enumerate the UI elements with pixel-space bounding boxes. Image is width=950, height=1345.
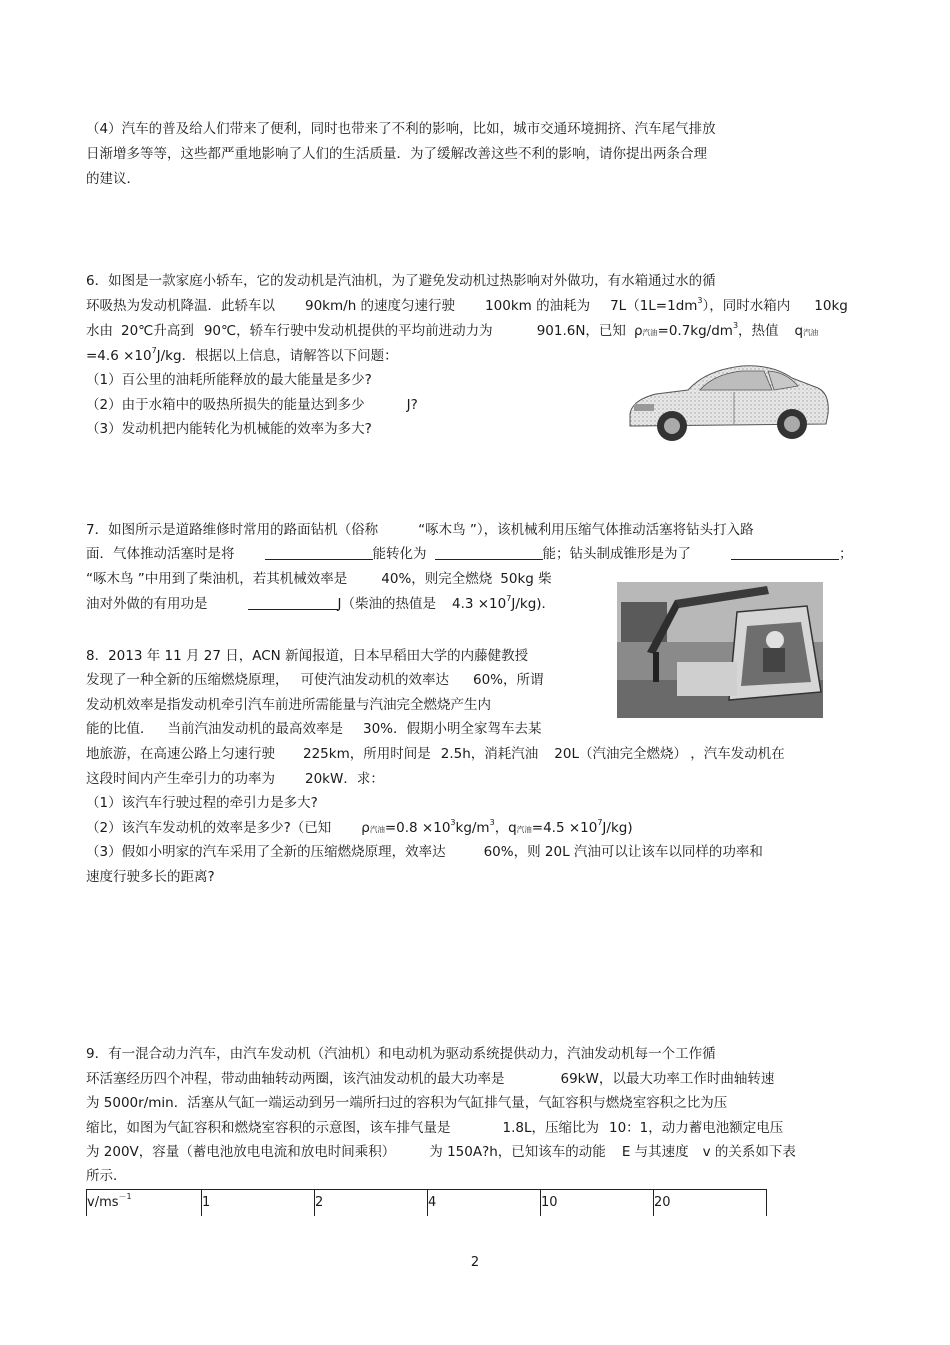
- q9-line-4: 缩比，如图为气缸容积和燃烧室容积的示意图，该车排气量是 1.8L，压缩比为 10：1，动力蓄电池额定电压: [86, 1120, 784, 1136]
- blank-4[interactable]: [248, 597, 338, 610]
- q4-line-1: （4）汽车的普及给人们带来了便利，同时也带来了不利的影响，比如，城市交通环境拥挤、汽车尾气排放: [86, 121, 716, 137]
- speed-energy-table: [86, 1189, 767, 1216]
- q9-line-3: 为 5000r/min．活塞从气缸一端运动到另一端所扫过的容积为气缸排气量，气缸容积与燃烧室容积之比为压: [86, 1095, 728, 1111]
- table-cell: 2: [315, 1190, 428, 1217]
- q9-line-1: 9．有一混合动力汽车，由汽车发动机（汽油机）和电动机为驱动系统提供动力，汽油发动机每一个工作循: [86, 1046, 716, 1062]
- q8-line-3: 发动机效率是指发动机牵引汽车前进所需能量与汽油完全燃烧产生内: [86, 697, 491, 713]
- q8-part-1: （1）该汽车行驶过程的牵引力是多大?: [86, 795, 318, 811]
- q7-line-3: “啄木鸟 ”中用到了柴油机，若其机械效率是 40%，则完全燃烧 50kg 柴: [86, 571, 552, 587]
- table-header-cell: $v/ms^{-1}$: [87, 1190, 202, 1217]
- q6-part-3: （3）发动机把内能转化为机械能的效率为多大?: [86, 421, 372, 437]
- table-cell: 4: [428, 1190, 541, 1217]
- q8-part-2: （2）该汽车发动机的效率是多少?（已知 ρ汽油$=0.8 \times 10^3kg/m^3$，q汽油$=4.5 \times 10^7J/kg$): [86, 818, 633, 836]
- q6-part-1: （1）百公里的油耗所能释放的最大能量是多少?: [86, 372, 372, 388]
- q8-part-3: （3）假如小明家的汽车采用了全新的压缩燃烧原理，效率达 60%，则 20L 汽油可以让该车以同样的功率和: [86, 844, 763, 860]
- q8-line-6: 这段时间内产生牵引力的功率为 20kW．求：: [86, 771, 384, 787]
- q8-line-4: 能的比值． 当前汽油发动机的最高效率是 30%．假期小明全家驾车去某: [86, 721, 542, 737]
- q4-line-2: 日渐增多等等，这些都严重地影响了人们的生活质量．为了缓解改善这些不利的影响，请你提出两条合理: [86, 146, 707, 162]
- blank-2[interactable]: [435, 547, 543, 560]
- q6-line-1: 6．如图是一款家庭小轿车，它的发动机是汽油机，为了避免发动机过热影响对外做功，有水箱通过水的循: [86, 273, 716, 289]
- q6-line-2: 环吸热为发动机降温．此轿车以 90km/h 的速度匀速行驶 100km 的油耗为 $7L(1L=1dm^3)$，同时水箱内 10kg: [86, 296, 848, 314]
- table-cell: 10: [541, 1190, 654, 1217]
- q7-line-1: 7．如图所示是道路维修时常用的路面钻机（俗称 “啄木鸟 ”），该机械利用压缩气体推动活塞将钻头打入路: [86, 522, 754, 538]
- q8-line-5: 地旅游，在高速公路上匀速行驶 225km，所用时间是 2.5h，消耗汽油 20L（汽油完全燃烧） ，汽车发动机在: [86, 746, 785, 762]
- page-number: 2: [470, 1255, 480, 1270]
- car-image: [622, 352, 834, 456]
- q4-line-3: 的建议．: [86, 171, 140, 187]
- q8-part-3-cont: 速度行驶多长的距离?: [86, 869, 215, 885]
- table-row: [87, 1190, 767, 1217]
- q6-part-2: （2）由于水箱中的吸热所损失的能量达到多少 J?: [86, 397, 418, 413]
- road-drill-image: [617, 582, 823, 718]
- q6-line-3: 水由 20℃升高到 90℃，轿车行驶中发动机提供的平均前进动力为 901.6N，已知 ρ汽油$=0.7kg/dm^3$，热值 q汽油: [86, 321, 819, 339]
- q9-line-6: 所示．: [86, 1168, 127, 1184]
- q8-line-1: 8．2013 年 11 月 27 日，ACN 新闻报道，日本早稻田大学的内藤健教授: [86, 648, 529, 664]
- q9-line-2: 环活塞经历四个冲程，带动曲轴转动两圈，该汽油发动机的最大功率是 69kW，以最大功率工作时曲轴转速: [86, 1071, 775, 1087]
- q7-line-4: 油对外做的有用功是 J（柴油的热值是 $4.3 \times 10^7J/kg$)．: [86, 594, 556, 612]
- q9-line-5: 为 200V，容量（蓄电池放电电流和放电时间乘积） 为 150A?h，已知该车的动能 E 与其速度 v 的关系如下表: [86, 1144, 796, 1160]
- table-cell: 20: [654, 1190, 767, 1217]
- blank-1[interactable]: [265, 547, 373, 560]
- q7-line-2: 面．气体推动活塞时是将 能转化为 能；钻头制成锥形是为了 ；: [86, 546, 853, 562]
- blank-3[interactable]: [731, 547, 839, 560]
- q6-line-4: $=4.6 \times 10^7J/kg$．根据以上信息，请解答以下问题：: [86, 346, 398, 364]
- q8-line-2: 发现了一种全新的压缩燃烧原理， 可使汽油发动机的效率达 60%，所谓: [86, 672, 544, 688]
- table-cell: 1: [202, 1190, 315, 1217]
